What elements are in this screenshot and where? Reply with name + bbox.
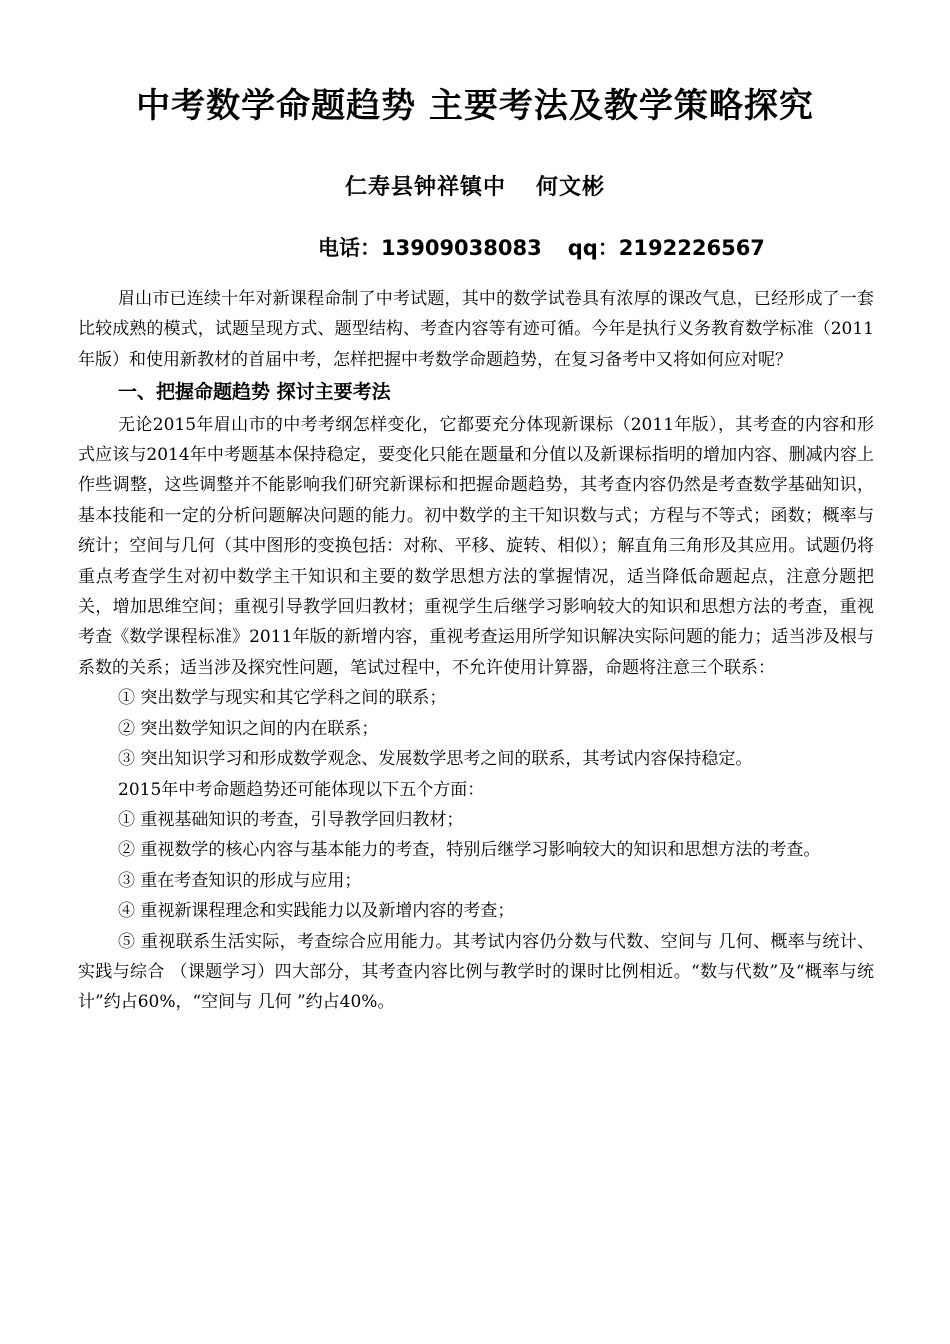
list-item: ② 突出数学知识之间的内在联系； — [118, 718, 379, 739]
section-heading: 一、把握命题趋势 探讨主要考法 — [118, 381, 391, 404]
body-paragraph: 无论2015年眉山市的中考考纲怎样变化，它都要充分体现新课标（2011年版），其考查的内容和形式应该与2014年中考题基本保持稳定，要变化只能在题量和分值以及新课标指明的增加内容、删减内容上作些调整，这些调整并不能影响我们研究新课标和把握命题趋势，其考查内容仍然是考查数学基础知识，基本技能和一定的分析问题解决问题的能力。初中数学的主干知识数与式；方程与不等式；函数；概率与统计；空间与几何（其中图形的变换包括：对称、平移、旋转、相似）；解直角三角形及其应用。试题仍将重点考查学生对初中数学主干知识和主要的数学思想方法的掌握情况，适当降低命题起点，注意分题把关，增加思维空间；重视引导教学回归教材；重视学生后继学习影响较大的知识和思想方法的考查，重视考查《数学课程标准》2011年版的新增内容，重视考查运用所学知识解决实际问题的能力；适当涉及根与系数的关系；适当涉及探究性问题，笔试过程中，不允许使用计算器，命题将注意三个联系： — [78, 414, 874, 678]
phone-number: 电话：13909038083 — [318, 236, 542, 260]
list-item: ③ 重在考查知识的形成与应用； — [118, 870, 362, 891]
contact-line — [318, 232, 765, 262]
author-line — [0, 170, 950, 201]
list-item: ③ 突出知识学习和形成数学观念、发展数学思考之间的联系，其考试内容保持稳定。 — [118, 749, 753, 770]
qq-number: qq：2192226567 — [567, 236, 765, 260]
list-item: ⑤ 重视联系生活实际，考查综合应用能力。其考试内容仍分数与代数、空间与 几何、概率与统计、实践与综合 （课题学习）四大部分，其考查内容比例与教学时的课时比例相近。“数与代数”及“概率与统计”约占60%，“空间与 几何 ”约占40%。 — [78, 931, 874, 1013]
document-body — [78, 284, 874, 1018]
body-paragraph: 2015年中考命题趋势还可能体现以下五个方面： — [118, 779, 485, 800]
list-item: ② 重视数学的核心内容与基本能力的考查，特别后继学习影响较大的知识和思想方法的考查。 — [118, 840, 821, 861]
list-item: ④ 重视新课程理念和实践能力以及新增内容的考查； — [118, 901, 515, 922]
author-name: 何文彬 — [536, 174, 606, 200]
document-title: 中考数学命题趋势 主要考法及教学策略探究 — [136, 86, 814, 126]
author-school: 仁寿县钟祥镇中 — [344, 174, 506, 200]
list-item: ① 重视基础知识的考查，引导教学回归教材； — [118, 809, 464, 830]
intro-paragraph: 眉山市已连续十年对新课程命制了中考试题，其中的数学试卷具有浓厚的课改气息，已经形成了一套比较成熟的模式，试题呈现方式、题型结构、考查内容等有迹可循。今年是执行义务教育数学标准（2011年版）和使用新教材的首届中考，怎样把握中考数学命题趋势，在复习备考中又将如何应对呢？ — [78, 289, 874, 370]
list-item: ① 突出数学与现实和其它学科之间的联系； — [118, 688, 447, 709]
